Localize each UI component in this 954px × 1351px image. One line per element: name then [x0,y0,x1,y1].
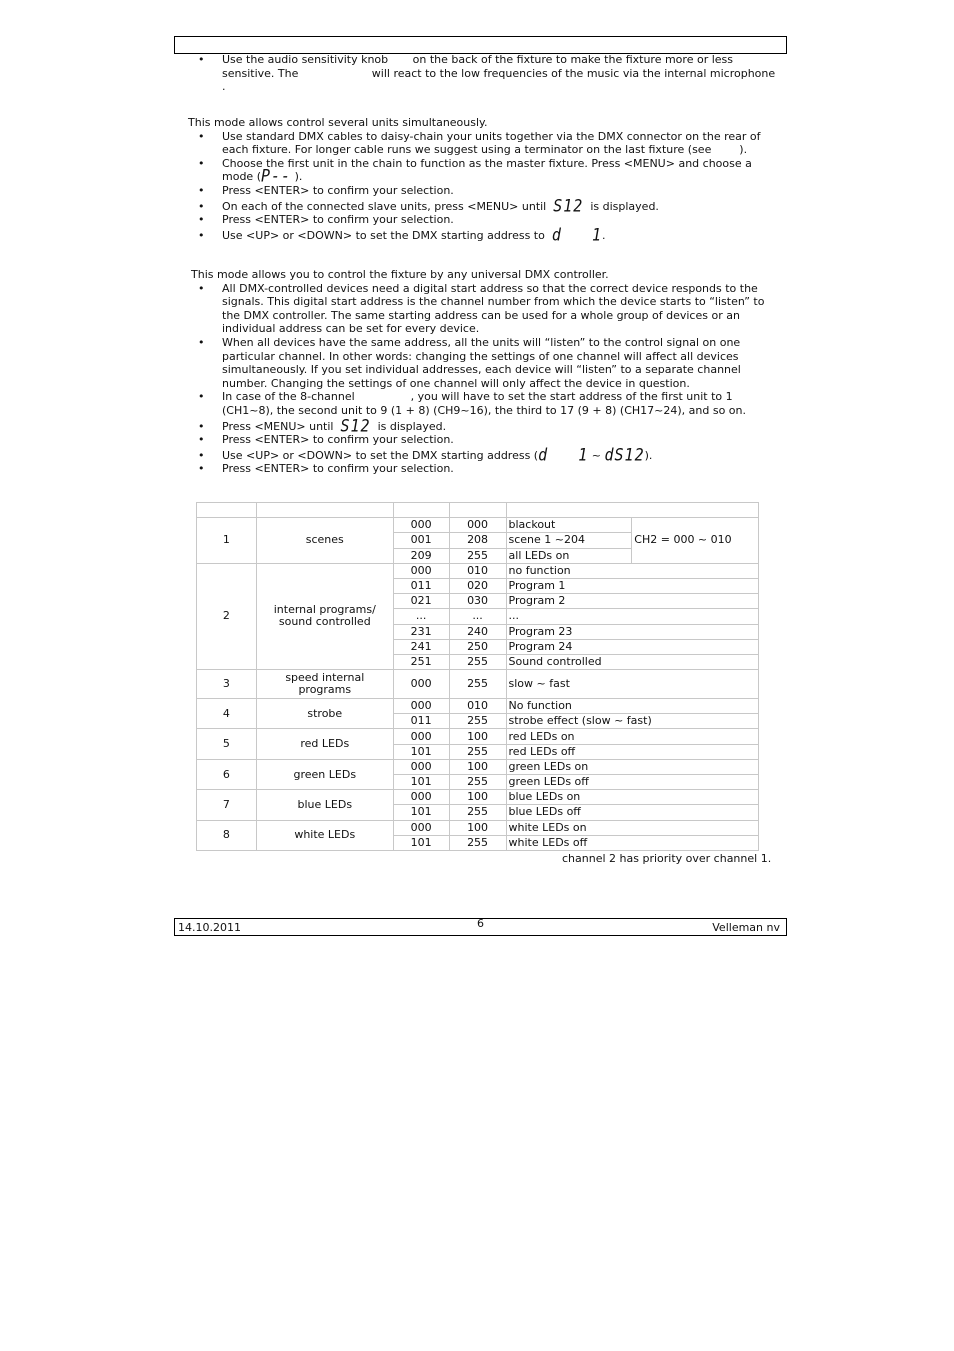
value-from: 209 [393,548,449,563]
value-to: 100 [449,759,506,774]
value-desc: ... [506,609,758,624]
value-from: 000 [393,790,449,805]
display-d1: d 1 [551,224,603,245]
channel-condition: CH2 = 000 ~ 010 [632,518,759,564]
value-desc: green LEDs on [506,759,758,774]
value-desc: Program 23 [506,624,758,639]
ms-b2-pre: Choose the first unit in the chain to function as the master fixture. Press <MENU> and choose a mode ( [222,156,752,184]
table-row [197,729,759,744]
channel-function: green LEDs [256,759,393,789]
value-desc: green LEDs off [506,775,758,790]
value-desc: slow ~ fast [506,670,758,699]
channel-function: red LEDs [256,729,393,759]
dmx-b6-pre: Use <UP> or <DOWN> to set the DMX starting address ( [222,448,539,462]
dmx-b4-post: is displayed. [377,419,447,433]
value-to: 010 [449,699,506,714]
ms-b4-post: is displayed. [590,199,659,213]
value-to: 030 [449,594,506,609]
value-to: 020 [449,578,506,593]
header-box [174,36,787,54]
footer-company: Velleman nv [712,921,780,934]
table-row [197,670,759,699]
page-number: 6 [477,917,484,930]
audio-bullet: • Use the audio sensitivity knob on the back of the fixture to make the fixture more or less sensitive. The will react to the low frequencies of the music via the internal microphone . [188,53,780,94]
value-from: ... [393,609,449,624]
value-to: 000 [449,518,506,533]
ms-b2-post: ). [294,170,303,184]
value-from: 101 [393,805,449,820]
ms-bullet-3: • Press <ENTER> to confirm your selection. [188,184,780,198]
channel-function: scenes [256,518,393,564]
display-s12-dmx: S12 [340,415,371,436]
value-from: 101 [393,744,449,759]
dmx-bullet-1: • All DMX-controlled devices need a digital start address so that the correct device responds to the signals. This digital start address is the channel number from which the device starts to “listen” to the DMX controller. The same starting address can be used for a whole group of devices or an individual address can be set for every device. [188,282,780,336]
master-slave-section [188,116,780,245]
value-desc: Sound controlled [506,654,758,669]
value-desc: all LEDs on [506,548,632,563]
value-desc: blue LEDs off [506,805,758,820]
audio-section [188,53,797,94]
display-p-mode: P-- [260,165,292,187]
dmx-bullet-5: • Press <ENTER> to confirm your selection. [188,433,780,447]
channel-number: 1 [197,518,257,564]
value-desc: red LEDs on [506,729,758,744]
page-footer [174,918,787,936]
channel-number: 5 [197,729,257,759]
table-header-row [197,503,759,518]
value-from: 011 [393,578,449,593]
channel-function: blue LEDs [256,790,393,820]
ms-b4-pre: On each of the connected slave units, press <MENU> until [222,199,547,213]
value-from: 021 [393,594,449,609]
value-from: 011 [393,714,449,729]
dmx-bullet-3: • In case of the 8-channel , you will have to set the start address of the first unit to 1 (CH1~8), the second unit to 9 (1 + 8) (CH9~16), the third to 17 (9 + 8) (CH17~24), and so on. [188,390,780,417]
ms-bullet-6 [188,224,780,245]
display-ds12: dS12 [604,444,645,465]
table-row [197,790,759,805]
dmx-bullet-2: • When all devices have the same address, all the units will “listen” to the control signal on one particular channel. In other words: changing the settings of one channel will affect all devices simultaneously. If you set individual addresses, each device will “listen” to a separate channel number. Changing the settings of one channel will only affect the device in question. [188,336,780,390]
value-desc: white LEDs on [506,820,758,835]
dmx-channel-table [196,502,759,851]
table-row [197,699,759,714]
channel-function: white LEDs [256,820,393,850]
channel-number: 2 [197,563,257,669]
value-to: 010 [449,563,506,578]
ms-b6-post: . [602,228,606,242]
ms-b6-pre: Use <UP> or <DOWN> to set the DMX starting address to [222,228,545,242]
value-desc: Program 1 [506,578,758,593]
value-from: 000 [393,759,449,774]
value-from: 101 [393,775,449,790]
value-to: 255 [449,805,506,820]
table-row [197,820,759,835]
table-row [197,759,759,774]
display-s12: S12 [553,195,584,216]
value-desc: blackout [506,518,632,533]
value-from: 000 [393,518,449,533]
value-desc: Program 2 [506,594,758,609]
dmx-b4-pre: Press <MENU> until [222,419,334,433]
dmx-mode-section [188,268,780,476]
channel-function: strobe [256,699,393,729]
value-to: 100 [449,729,506,744]
dmx-b6-post: ). [644,448,653,462]
channel-number: 7 [197,790,257,820]
value-from: 000 [393,670,449,699]
priority-note: channel 2 has priority over channel 1. [562,852,772,865]
value-to: 255 [449,714,506,729]
value-to: 100 [449,820,506,835]
value-desc: Program 24 [506,639,758,654]
value-from: 000 [393,729,449,744]
value-from: 241 [393,639,449,654]
value-to: 208 [449,533,506,548]
ms-bullet-4 [188,195,780,216]
value-desc: strobe effect (slow ~ fast) [506,714,758,729]
table-row [197,563,759,578]
master-slave-intro: This mode allows control several units simultaneously. [188,116,488,129]
value-to: 100 [449,790,506,805]
value-to: 255 [449,670,506,699]
value-desc: red LEDs off [506,744,758,759]
value-from: 231 [393,624,449,639]
value-to: ... [449,609,506,624]
value-from: 001 [393,533,449,548]
footer-date: 14.10.2011 [178,921,241,934]
ms-bullet-1: • Use standard DMX cables to daisy-chain your units together via the DMX connector on the rear of each fixture. For longer cable runs we suggest using a terminator on the last fixture (see ). [188,130,780,157]
value-to: 250 [449,639,506,654]
display-d1-dmx: d 1 [538,444,589,465]
value-from: 000 [393,820,449,835]
value-to: 255 [449,835,506,850]
value-to: 255 [449,775,506,790]
dmx-b6-mid: ~ [591,448,601,462]
channel-function: speed internal programs [256,670,393,699]
value-desc: white LEDs off [506,835,758,850]
value-desc: No function [506,699,758,714]
dmx-bullet-4 [188,415,780,436]
value-from: 000 [393,563,449,578]
ms-bullet-5: • Press <ENTER> to confirm your selection. [188,213,780,227]
value-desc: scene 1 ~204 [506,533,632,548]
dmx-mode-intro: This mode allows you to control the fixture by any universal DMX controller. [191,268,609,281]
channel-number: 3 [197,670,257,699]
dmx-bullet-7: • Press <ENTER> to confirm your selection. [188,462,780,476]
value-desc: no function [506,563,758,578]
dmx-bullet-6 [188,444,780,465]
value-from: 000 [393,699,449,714]
channel-number: 8 [197,820,257,850]
value-to: 240 [449,624,506,639]
channel-function: internal programs/ sound controlled [256,563,393,669]
value-from: 101 [393,835,449,850]
value-to: 255 [449,744,506,759]
value-to: 255 [449,654,506,669]
ms-bullet-2 [188,156,780,187]
value-from: 251 [393,654,449,669]
channel-number: 6 [197,759,257,789]
value-desc: blue LEDs on [506,790,758,805]
table-row [197,518,759,533]
channel-number: 4 [197,699,257,729]
value-to: 255 [449,548,506,563]
